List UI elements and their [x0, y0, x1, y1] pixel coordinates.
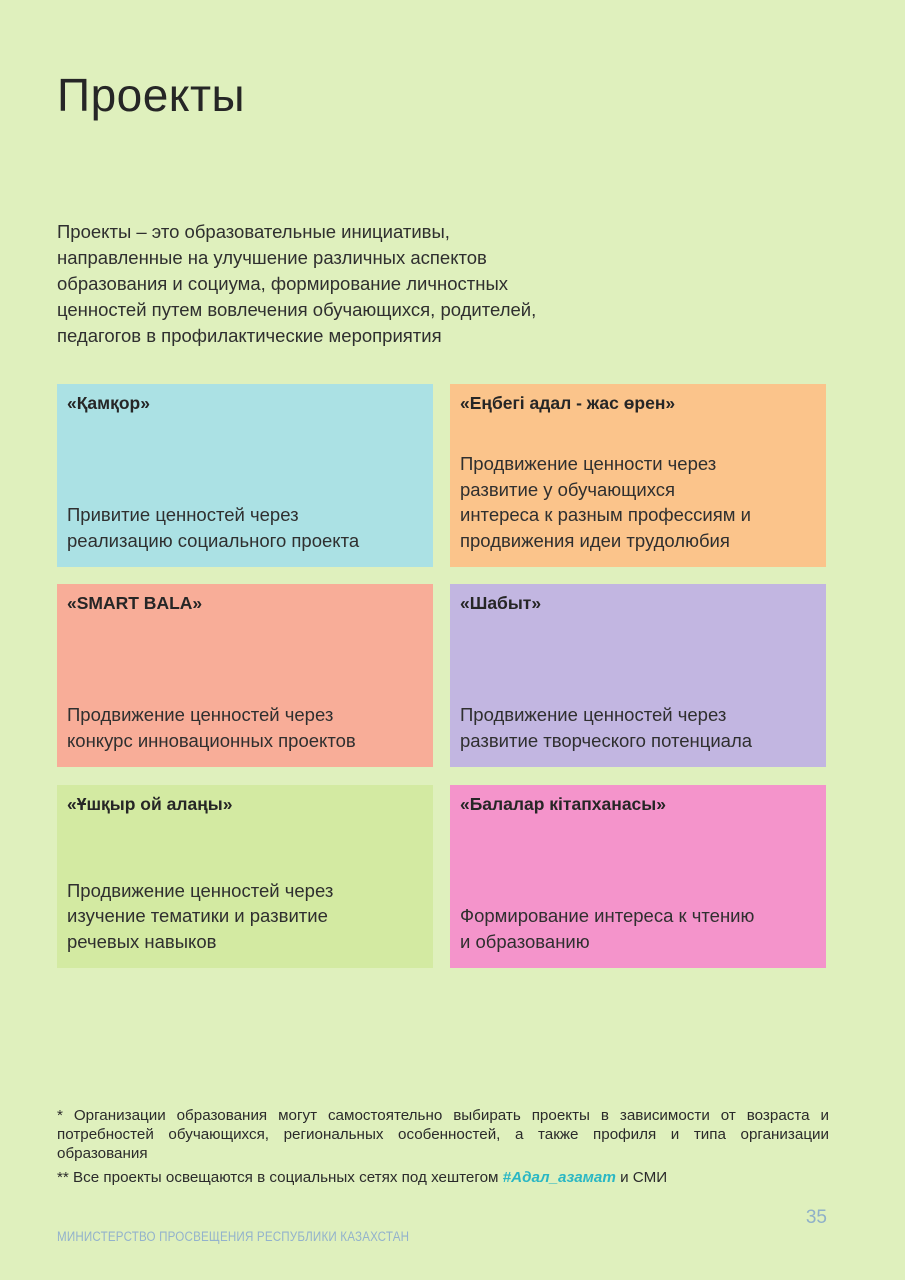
footnote-2-prefix: ** Все проекты освещаются в социальных сетях под хештегом	[57, 1169, 503, 1186]
project-card-description	[460, 702, 818, 753]
project-card-description	[67, 502, 425, 553]
project-card-ushkyr-oi-alany	[57, 785, 433, 968]
description-line: конкурс инновационных проектов	[67, 729, 356, 751]
intro-line: образования и социума, формирование личностных	[57, 273, 508, 294]
intro-line: ценностей путем вовлечения обучающихся, родителей,	[57, 299, 537, 320]
description-line: изучение тематики и развитие	[67, 905, 328, 926]
project-card-description	[67, 702, 425, 753]
description-line: продвижения идеи трудолюбия	[460, 529, 730, 551]
project-card-shabyt	[450, 584, 826, 767]
page-title: Проекты	[57, 69, 246, 121]
footnote-2	[57, 1168, 829, 1187]
hashtag-link[interactable]: #Адал_азамат	[502, 1169, 616, 1186]
footnote-1: * Организации образования могут самостоятельно выбирать проекты в зависимости от возраста и потребностей обучающихся, региональных особенностей, а также профиля и типа организации образования	[57, 1107, 829, 1162]
project-card-kamkor	[57, 384, 433, 567]
project-card-smart-bala	[57, 584, 433, 767]
description-line: Продвижение ценностей через	[67, 879, 334, 901]
project-card-description	[67, 878, 425, 955]
project-card-title: «Шабыт»	[460, 593, 542, 613]
description-line: Продвижение ценности через	[460, 453, 717, 474]
page-number: 35	[805, 1207, 827, 1228]
description-line: развитие творческого потенциала	[460, 729, 753, 751]
description-line: Привитие ценностей через	[67, 504, 299, 525]
intro-line: педагогов в профилактические мероприятия	[57, 325, 442, 346]
project-card-title: «SMART BALA»	[67, 593, 203, 613]
project-card-title: «Ұшқыр ой алаңы»	[67, 794, 233, 814]
description-line: интереса к разным профессиям и	[460, 504, 751, 525]
intro-line: направленные на улучшение различных аспектов	[57, 247, 487, 268]
description-line: и образованию	[460, 930, 590, 952]
project-card-title: «Қамқор»	[67, 393, 150, 413]
intro-line: Проекты – это образовательные инициативы,	[57, 221, 450, 242]
description-line: Формирование интереса к чтению	[460, 905, 755, 926]
project-card-description	[460, 451, 818, 553]
description-line: речевых навыков	[67, 930, 217, 952]
description-line: реализацию социального проекта	[67, 529, 360, 551]
footer-ministry-name: МИНИСТЕРСТВО ПРОСВЕЩЕНИЯ РЕСПУБЛИКИ КАЗАХСТАН	[57, 1229, 410, 1244]
project-card-balalar-kitaphanasy	[450, 785, 826, 968]
project-card-enbegi-adal	[450, 384, 826, 567]
project-card-title: «Еңбегі адал - жас өрен»	[460, 393, 676, 413]
project-card-title: «Балалар кітапханасы»	[460, 794, 666, 814]
description-line: развитие у обучающихся	[460, 478, 676, 500]
project-card-description	[460, 903, 818, 954]
description-line: Продвижение ценностей через	[460, 704, 727, 725]
footnotes	[57, 1106, 829, 1187]
footnote-2-suffix: и СМИ	[615, 1169, 668, 1186]
description-line: Продвижение ценностей через	[67, 704, 334, 725]
intro-paragraph	[57, 219, 617, 349]
